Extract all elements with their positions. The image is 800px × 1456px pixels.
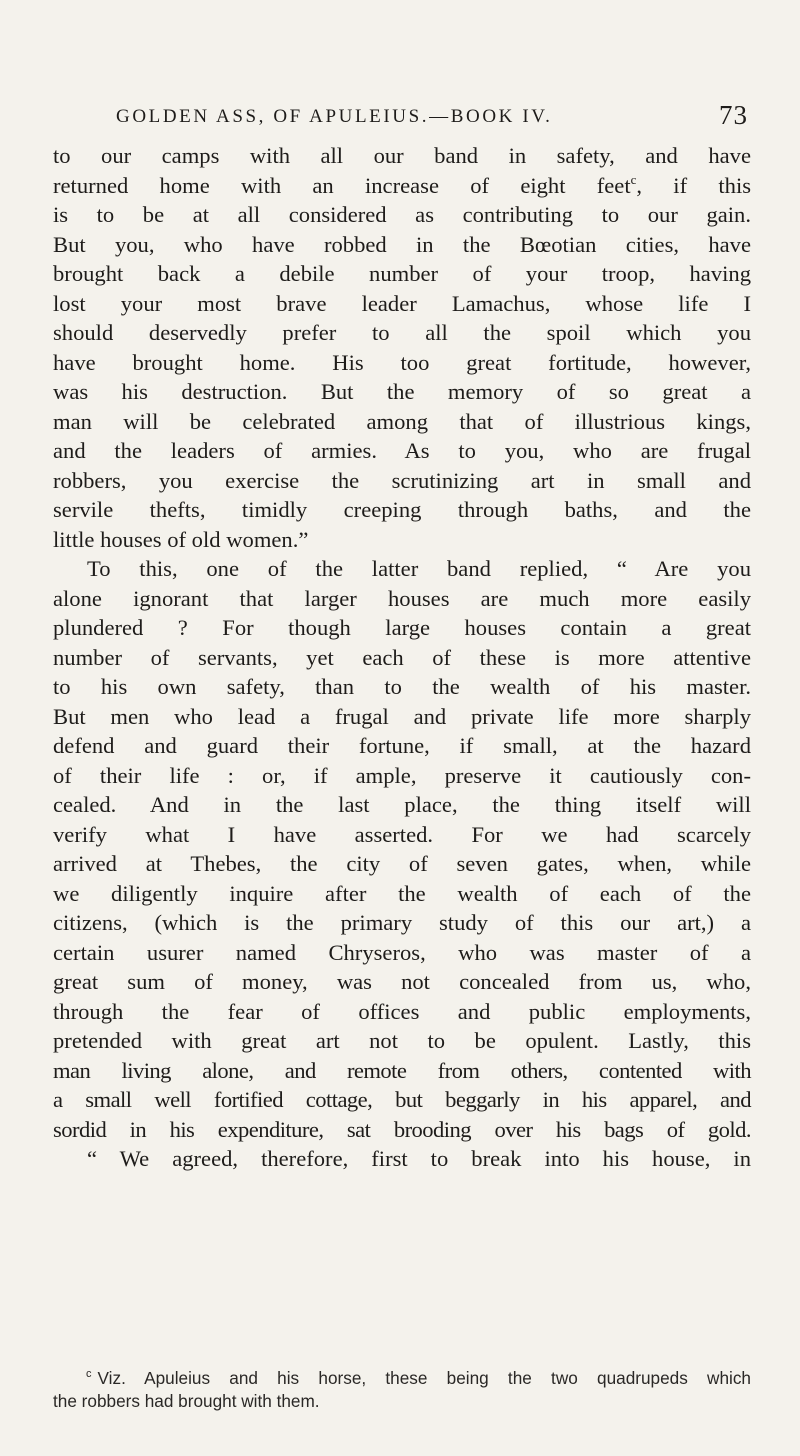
text-line: through the fear of offices and public employments, (53, 998, 751, 1024)
text-line: pretended with great art not to be opulent. Lastly, this (53, 1028, 751, 1053)
text-line: is to be at all considered as contributing to our gain. (53, 202, 751, 227)
text-line: citizens, (which is the primary study of this our art,) a (53, 910, 751, 935)
text-line: But men who lead a frugal and private life more sharply (53, 703, 751, 729)
text-line: lost your most brave leader Lamachus, whose life I (53, 290, 751, 316)
text-line: was his destruction. But the memory of so great a (53, 379, 751, 404)
text-line-part: returned home with an increase of eight feet (53, 172, 631, 198)
text-line-with-footnote-ref (53, 171, 751, 201)
text-line: arrived at Thebes, the city of seven gates, when, while (53, 851, 751, 876)
text-line: sordid in his expenditure, sat brooding over his bags of gold. (53, 1116, 751, 1142)
text-line: plundered ? For though large houses contain a great (53, 615, 751, 640)
paragraph-2 (53, 554, 751, 1174)
footnote-line-text: Viz. Apuleius and his horse, these being the two quadrupeds which (97, 1368, 751, 1388)
footnote-line: the robbers had brought with them. (53, 1391, 320, 1411)
text-line: to his own safety, than to the wealth of his master. (53, 674, 751, 699)
text-line-part: , if this (636, 172, 752, 198)
running-head: GOLDEN ASS, OF APULEIUS.—BOOK IV. (116, 106, 553, 127)
text-line: “ We agreed, therefore, first to break into his house, in (87, 1146, 751, 1171)
text-line: have brought home. His too great fortitude, however, (53, 349, 751, 375)
text-line: cealed. And in the last place, the thing itself will (53, 792, 751, 817)
text-line: man living alone, and remote from others, contented with (53, 1057, 751, 1083)
text-line: To this, one of the latter band replied, “ Are you (87, 556, 751, 581)
page-header (116, 102, 748, 138)
footnote-marker: c (86, 1368, 92, 1380)
main-text (53, 141, 751, 1174)
text-line: a small well fortified cottage, but beggarly in his apparel, and (53, 1087, 751, 1112)
text-line: number of servants, yet each of these is more attentive (53, 644, 751, 670)
text-line: great sum of money, was not concealed from us, who, (53, 969, 751, 994)
text-line: robbers, you exercise the scrutinizing art in small and (53, 467, 751, 493)
text-line: should deservedly prefer to all the spoil which you (53, 320, 751, 345)
footnote-reference[interactable]: c (630, 171, 637, 187)
text-line: and the leaders of armies. As to you, who are frugal (53, 438, 751, 463)
footnote-line (53, 1367, 751, 1390)
text-line: But you, who have robbed in the Bœotian cities, have (53, 231, 751, 257)
text-line: alone ignorant that larger houses are much more easily (53, 585, 751, 611)
text-line: certain usurer named Chryseros, who was master of a (53, 939, 751, 965)
text-line: servile thefts, timidly creeping through baths, and the (53, 497, 751, 522)
text-line: to our camps with all our band in safety, and have (53, 143, 751, 168)
text-line: little houses of old women.” (53, 526, 309, 552)
text-line: verify what I have asserted. For we had scarcely (53, 821, 751, 847)
page-number: 73 (719, 100, 748, 130)
paragraph-1 (53, 141, 751, 554)
text-line: we diligently inquire after the wealth of each of the (53, 880, 751, 906)
footnote (53, 1367, 751, 1413)
text-line: brought back a debile number of your troop, having (53, 261, 751, 286)
text-line: man will be celebrated among that of illustrious kings, (53, 408, 751, 434)
text-line: of their life : or, if ample, preserve it cautiously con- (53, 762, 751, 788)
text-line: defend and guard their fortune, if small, at the hazard (53, 733, 751, 758)
